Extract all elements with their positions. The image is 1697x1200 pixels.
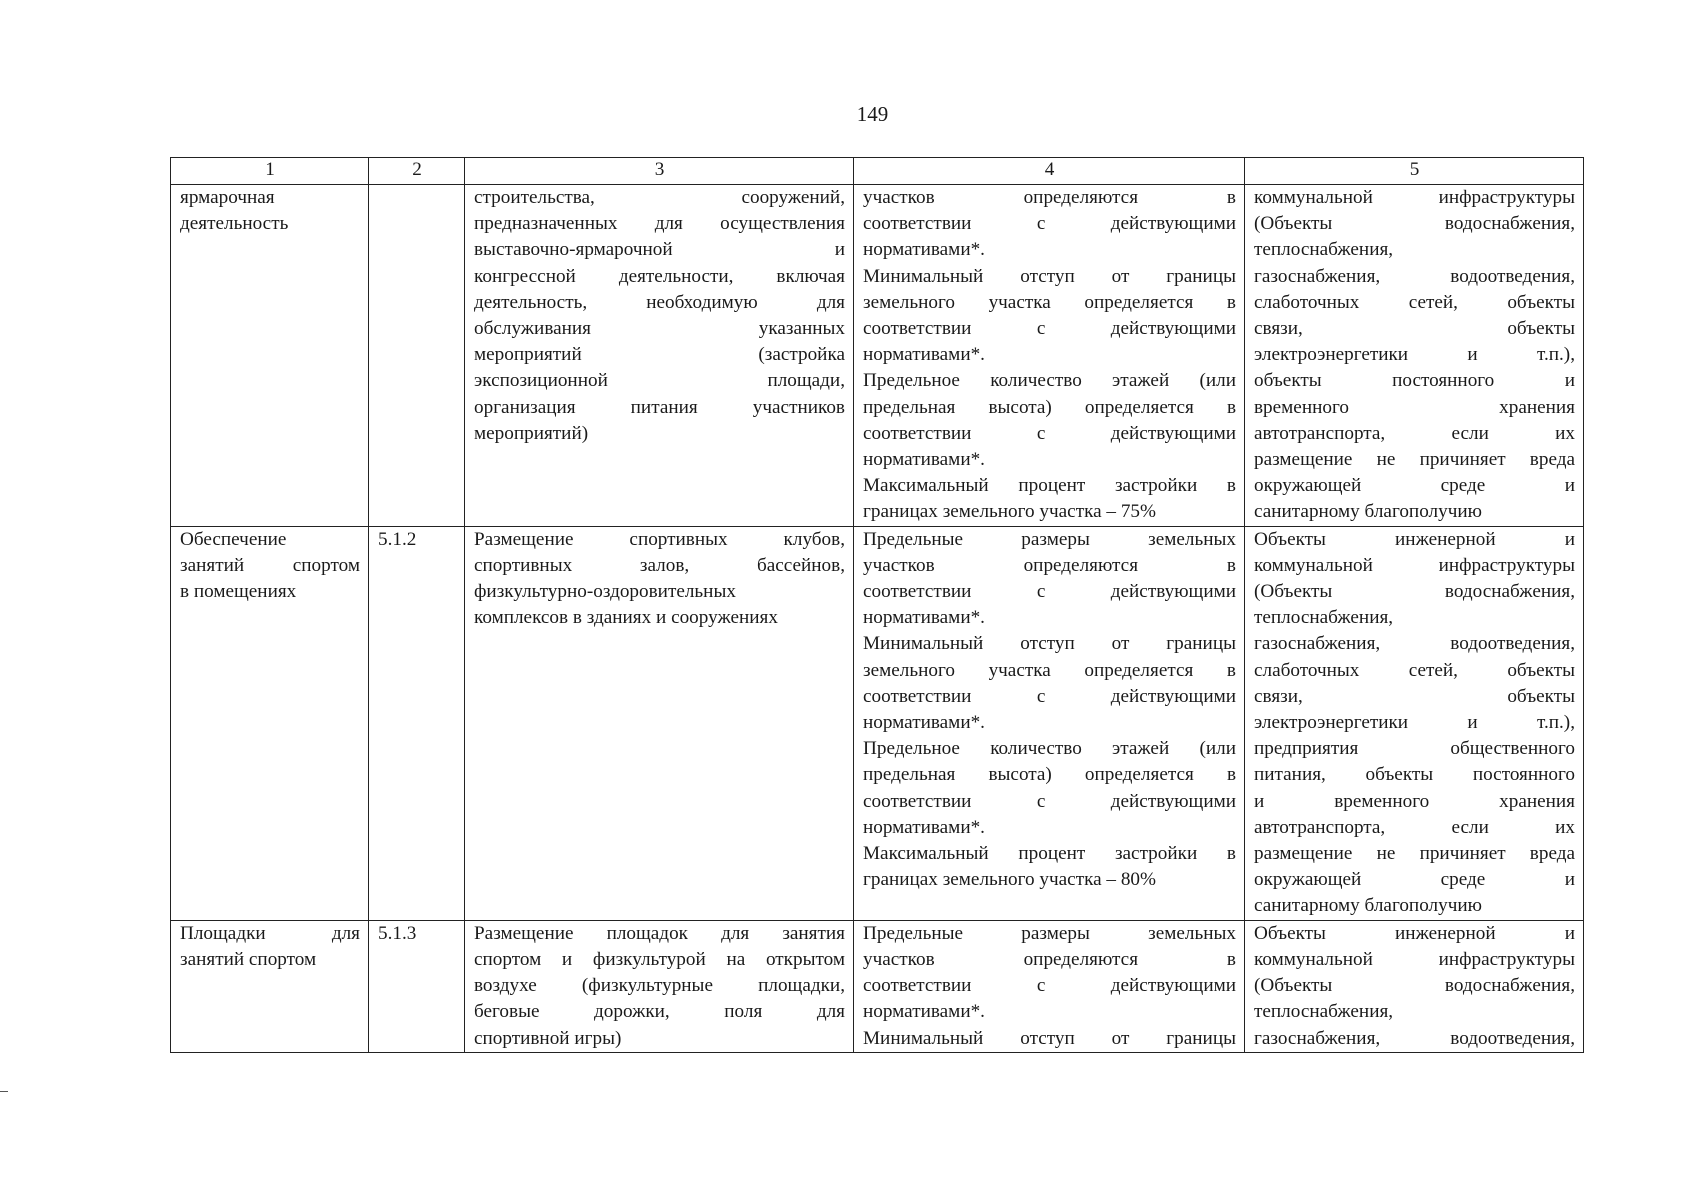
cell-line: соответствии с действующими (863, 790, 1236, 812)
cell-line: в помещениях (180, 581, 297, 603)
cell-line: Площадки для (180, 922, 360, 944)
cell-line: занятий спортом (180, 554, 360, 576)
cell-line: предприятия общественного (1254, 738, 1575, 760)
cell-line: соответствии с действующими (863, 581, 1236, 603)
cell-line: спортивной игры) (474, 1027, 622, 1049)
cell-line: предельная высота) определяется в (863, 764, 1236, 786)
cell-line: санитарному благополучию (1254, 895, 1482, 917)
cell-use-code (369, 185, 465, 527)
cell-line: окружающей среде и (1254, 869, 1575, 891)
header-col-1: 1 (171, 158, 369, 185)
cell-line: Максимальный процент застройки в (863, 843, 1236, 865)
cell-line: участков определяются в (863, 554, 1236, 576)
cell-line: участков определяются в (863, 948, 1236, 970)
cell-line: объекты постоянного и (1254, 370, 1575, 392)
cell-line: организация питания участников (474, 396, 845, 418)
cell-auxiliary-uses (1245, 920, 1584, 1052)
header-col-2: 2 (369, 158, 465, 185)
cell-line: коммунальной инфраструктуры (1254, 554, 1575, 576)
cell-line: теплоснабжения, (1254, 607, 1394, 629)
cell-line: автотранспорта, если их (1254, 422, 1575, 444)
table-row (171, 185, 1584, 527)
cell-line: связи, объекты (1254, 685, 1575, 707)
cell-line: Объекты инженерной и (1254, 922, 1575, 944)
cell-line: санитарному благополучию (1254, 501, 1482, 523)
cell-line: мероприятий (застройка (474, 344, 845, 366)
cell-line: (Объекты водоснабжения, (1254, 213, 1575, 235)
cell-use-description (465, 185, 854, 527)
cell-line: Предельные размеры земельных (863, 922, 1236, 944)
cell-line: (Объекты водоснабжения, (1254, 975, 1575, 997)
cell-line: границах земельного участка – 75% (863, 501, 1156, 523)
cell-line: выставочно-ярмарочной и (474, 239, 845, 261)
cell-line: строительства, сооружений, (474, 187, 845, 208)
cell-use-description (465, 920, 854, 1052)
cell-use-name (171, 920, 369, 1052)
cell-line: газоснабжения, водоотведения, (1254, 1027, 1575, 1049)
cell-line: соответствии с действующими (863, 685, 1236, 707)
cell-use-code (369, 526, 465, 920)
page-number: 149 (856, 102, 889, 126)
cell-line: нормативами*. (863, 1001, 985, 1023)
cell-line: слаботочных сетей, объекты (1254, 291, 1575, 313)
cell-line: спортивных залов, бассейнов, (474, 554, 845, 576)
cell-line: нормативами*. (863, 816, 985, 838)
cell-line: предназначенных для осуществления (474, 213, 845, 235)
cell-line: Предельное количество этажей (или (863, 738, 1236, 760)
cell-use-name (171, 185, 369, 527)
cell-use-code (369, 920, 465, 1052)
header-col-5: 5 (1245, 158, 1584, 185)
cell-use-name (171, 526, 369, 920)
cell-line: коммунальной инфраструктуры (1254, 948, 1575, 970)
regulations-table (170, 157, 1584, 1053)
cell-line: нормативами*. (863, 344, 985, 366)
cell-auxiliary-uses (1245, 526, 1584, 920)
cell-line: Предельное количество этажей (или (863, 370, 1236, 392)
cell-line: 5.1.2 (378, 528, 417, 550)
cell-line: Минимальный отступ от границы (863, 265, 1236, 287)
cell-line: Предельные размеры земельных (863, 528, 1236, 550)
cell-line: электроэнергетики и т.п.), (1254, 712, 1575, 734)
cell-line: участков определяются в (863, 187, 1236, 208)
cell-line: Размещение площадок для занятия (474, 922, 845, 944)
scan-margin-mark (0, 1091, 8, 1092)
cell-line: беговые дорожки, поля для (474, 1001, 845, 1023)
cell-line: временного хранения (1254, 396, 1575, 418)
cell-line: теплоснабжения, (1254, 239, 1394, 261)
cell-line: газоснабжения, водоотведения, (1254, 265, 1575, 287)
cell-line: соответствии с действующими (863, 213, 1236, 235)
cell-line: границах земельного участка – 80% (863, 869, 1156, 891)
cell-line: комплексов в зданиях и сооружениях (474, 607, 778, 629)
cell-line: нормативами*. (863, 239, 985, 261)
cell-parameters (854, 185, 1245, 527)
cell-line: Обеспечение (180, 528, 287, 550)
cell-line: Объекты инженерной и (1254, 528, 1575, 550)
cell-parameters (854, 920, 1245, 1052)
table-header-row (171, 158, 1584, 185)
cell-line: воздухе (физкультурные площадки, (474, 975, 845, 997)
cell-line: окружающей среде и (1254, 475, 1575, 497)
header-col-3: 3 (465, 158, 854, 185)
cell-line: соответствии с действующими (863, 318, 1236, 340)
cell-line: соответствии с действующими (863, 422, 1236, 444)
cell-line: деятельность (180, 213, 289, 235)
cell-line: Минимальный отступ от границы (863, 633, 1236, 655)
cell-line: теплоснабжения, (1254, 1001, 1394, 1023)
cell-use-description (465, 526, 854, 920)
cell-line: физкультурно-оздоровительных (474, 581, 736, 603)
cell-line: электроэнергетики и т.п.), (1254, 344, 1575, 366)
cell-line: слаботочных сетей, объекты (1254, 659, 1575, 681)
cell-line: и временного хранения (1254, 790, 1575, 812)
cell-line: 5.1.3 (378, 922, 417, 944)
cell-line: размещение не причиняет вреда (1254, 843, 1575, 865)
cell-parameters (854, 526, 1245, 920)
table-row (171, 920, 1584, 1052)
cell-line: питания, объекты постоянного (1254, 764, 1575, 786)
cell-line: Минимальный отступ от границы (863, 1027, 1236, 1049)
cell-line: (Объекты водоснабжения, (1254, 581, 1575, 603)
cell-line: Максимальный процент застройки в (863, 475, 1236, 497)
cell-line: газоснабжения, водоотведения, (1254, 633, 1575, 655)
cell-line: конгрессной деятельности, включая (474, 265, 845, 287)
cell-line: размещение не причиняет вреда (1254, 449, 1575, 471)
cell-line: занятий спортом (180, 948, 317, 970)
cell-line: связи, объекты (1254, 318, 1575, 340)
cell-line: нормативами*. (863, 607, 985, 629)
cell-line: коммунальной инфраструктуры (1254, 187, 1575, 208)
cell-line: земельного участка определяется в (863, 659, 1236, 681)
cell-line: нормативами*. (863, 712, 985, 734)
table-row (171, 526, 1584, 920)
cell-line: деятельность, необходимую для (474, 291, 845, 313)
cell-line: автотранспорта, если их (1254, 816, 1575, 838)
cell-line: ярмарочная (180, 187, 275, 208)
cell-line: предельная высота) определяется в (863, 396, 1236, 418)
cell-line: нормативами*. (863, 449, 985, 471)
cell-line: земельного участка определяется в (863, 291, 1236, 313)
cell-auxiliary-uses (1245, 185, 1584, 527)
cell-line: соответствии с действующими (863, 975, 1236, 997)
header-col-4: 4 (854, 158, 1245, 185)
cell-line: экспозиционной площади, (474, 370, 845, 392)
cell-line: спортом и физкультурой на открытом (474, 948, 845, 970)
cell-line: мероприятий) (474, 422, 589, 444)
cell-line: Размещение спортивных клубов, (474, 528, 845, 550)
cell-line: обслуживания указанных (474, 318, 845, 340)
